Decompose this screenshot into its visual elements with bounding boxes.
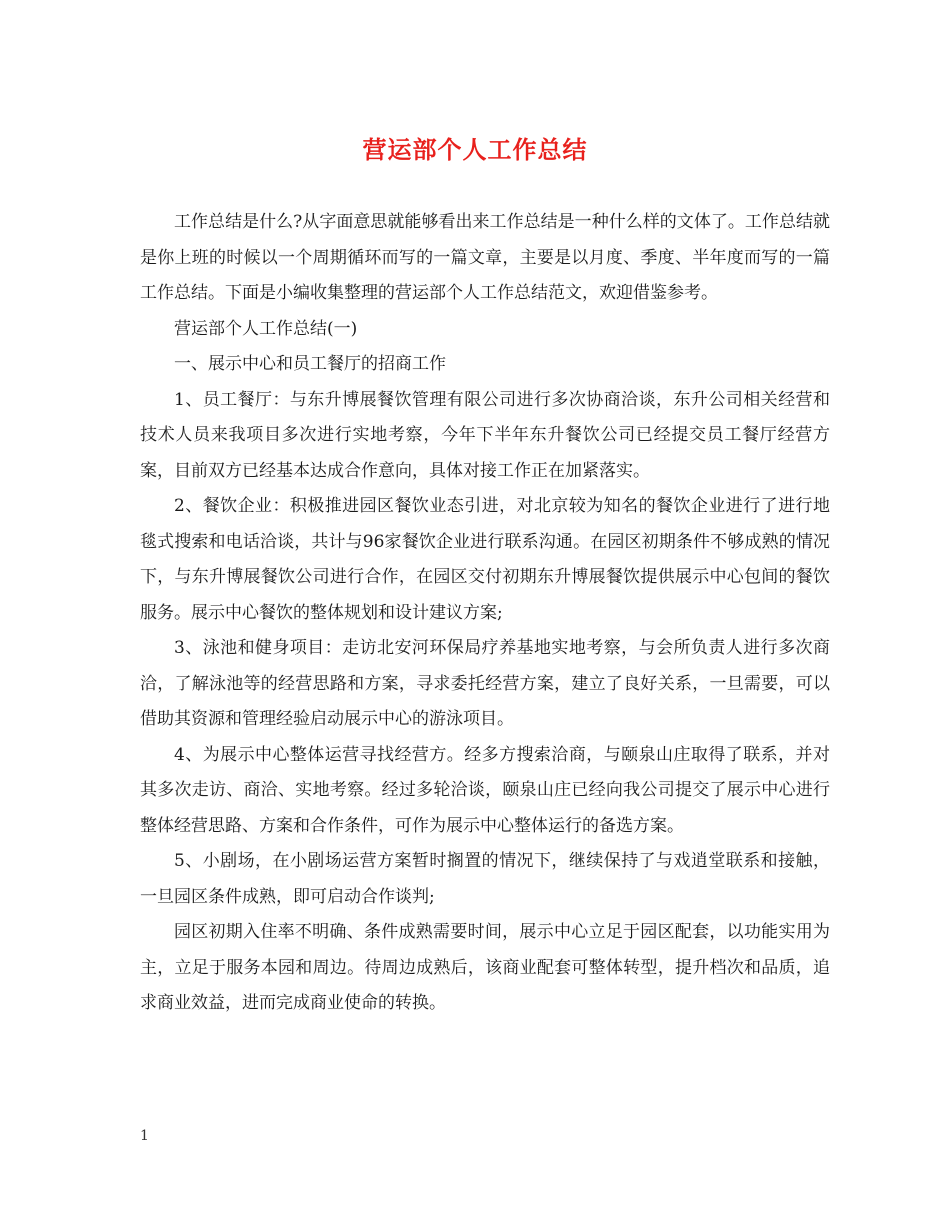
document-body (140, 205, 830, 1022)
paragraph-item-5: 5、小剧场，在小剧场运营方案暂时搁置的情况下，继续保持了与戏逍堂联系和接触，一旦园区条件成熟，即可启动合作谈判; (140, 851, 830, 907)
paragraph-item-2: 2、餐饮企业：积极推进园区餐饮业态引进，对北京较为知名的餐饮企业进行了进行地毯式搜索和电话洽谈，共计与96家餐饮企业进行联系沟通。在园区初期条件不够成熟的情况下，与东升博展餐饮公司进行合作，在园区交付初期东升博展餐饮提供展示中心包间的餐饮服务。展示中心餐饮的整体规划和设计建议方案; (140, 496, 830, 623)
paragraph-item-4: 4、为展示中心整体运营寻找经营方。经多方搜索洽商，与颐泉山庄取得了联系，并对其多次走访、商洽、实地考察。经过多轮洽谈，颐泉山庄已经向我公司提交了展示中心进行整体经营思路、方案和合作条件，可作为展示中心整体运行的备选方案。 (140, 744, 830, 836)
paragraph-item-3: 3、泳池和健身项目：走访北安河环保局疗养基地实地考察，与会所负责人进行多次商洽，了解泳池等的经营思路和方案，寻求委托经营方案，建立了良好关系，一旦需要，可以借助其资源和管理经验启动展示中心的游泳项目。 (140, 638, 830, 729)
document-title: 营运部个人工作总结 (362, 135, 588, 164)
paragraph-section-heading: 营运部个人工作总结(一) (174, 318, 358, 339)
page-number: 1 (140, 1128, 149, 1144)
paragraph-item-1: 1、员工餐厅：与东升博展餐饮管理有限公司进行多次协商洽谈，东升公司相关经营和技术人员来我项目多次进行实地考察，今年下半年东升餐饮公司已经提交员工餐厅经营方案，目前双方已经基本达成合作意向，具体对接工作正在加紧落实。 (140, 389, 830, 481)
paragraph-intro: 工作总结是什么?从字面意思就能够看出来工作总结是一种什么样的文体了。工作总结就是你上班的时候以一个周期循环而写的一篇文章，主要是以月度、季度、半年度而写的一篇工作总结。下面是小编收集整理的营运部个人工作总结范文，欢迎借鉴参考。 (140, 212, 830, 303)
paragraph-subheading: 一、展示中心和员工餐厅的招商工作 (174, 354, 446, 374)
paragraph-conclusion: 园区初期入住率不明确、条件成熟需要时间，展示中心立足于园区配套，以功能实用为主，立足于服务本园和周边。待周边成熟后，该商业配套可整体转型，提升档次和品质，追求商业效益，进而完成商业使命的转换。 (140, 922, 830, 1013)
